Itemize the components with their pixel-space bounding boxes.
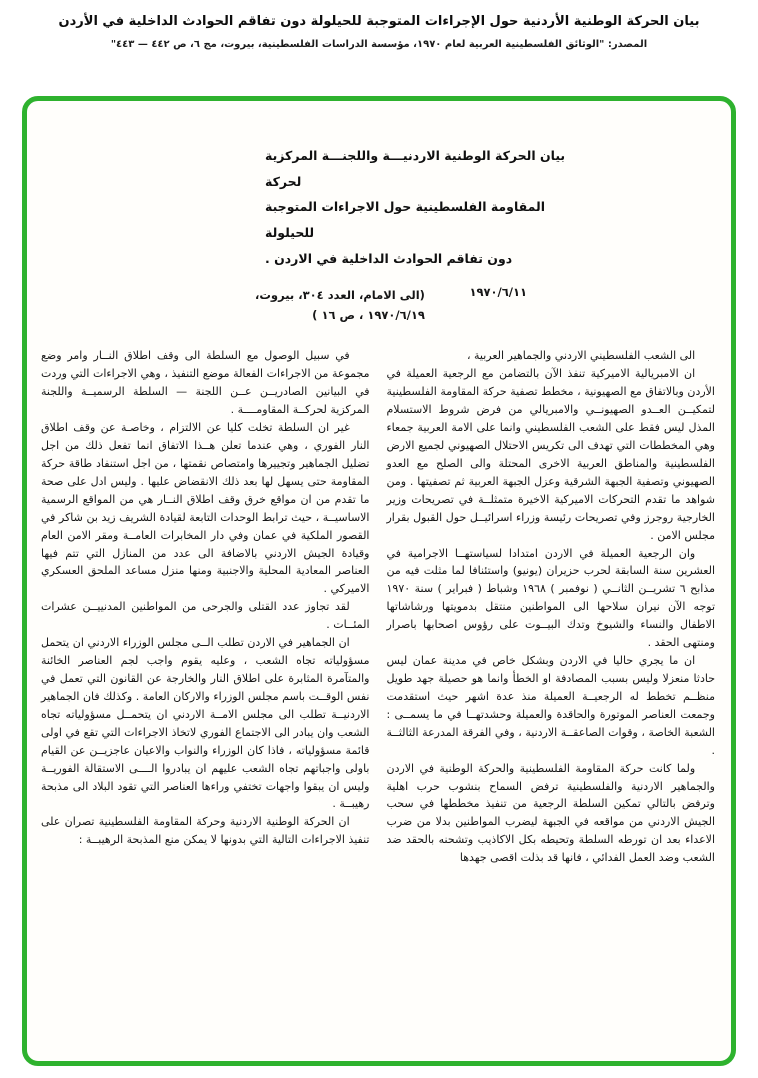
paragraph: ان الامبريالية الاميركية تنفذ الآن بالتضامن مع الرجعية العميلة في الأردن وبالاتفاق مع الصهيونية ، مخطط تصفية حركة المقاومة الفلسطينية لتمكيــن العــدو الصهيونــي والامبريالي من فرض شروط الاستسلام المذل ليس فقط على الشعب الفلسطيني وانما على الامة العربية جمعاء وهي المخططات التي تهدف الى تكريس الاحتلال الصهيوني لجميع الارض الفلسطينية والمناطق العربية الاخرى المحتلة والى الصلح مع العدو الصهيوني وتصفية الجبهة الشرقية وعزل الجبهة العربية ثم تصفيتها . ومن شواهد ما تقدم التحركات الاميركية الاخيرة متمثلــة في تصريحات وزير الخارجية روجرز وفي تصريحات رئيسة وزراء اسرائيــل حول القبول بقرار مجلس الامن .: [386, 367, 715, 542]
paragraph: ان الحركة الوطنية الاردنية وحركة المقاومة الفلسطينية تصران على تنفيذ الاجراءات التالية التي بدونها لا يمكن منع المذبحة الرهيبــة :: [41, 815, 370, 847]
document-title: [265, 143, 587, 271]
document-meta: [255, 285, 527, 325]
document-title-line-2: المقاومة الفلسطينية حول الاجراءات المتوجبة للحيلولة: [265, 199, 545, 240]
publication-line-2: ١٩٧٠/٦/١٩ ، ص ١٦ ): [312, 308, 425, 323]
paragraph: وان الرجعية العميلة في الاردن امتدادا لسياستهــا الاجرامية في العشرين سنة السابقة لحرب حزيران (يونيو) واستئنافا لما مثلت فيه من مذابح ٦ تشريــن الثانــي ( نوفمبر ) ١٩٦٨ وشباط ( فبراير ) سنة ١٩٧٠ توجه الآن نيران سلاحها الى المواطنين منتقل بدمويتها ورشاشاتها الاطفال والنساء والشيوخ وتدك البيــوت على رؤوس اصحابها باصرار ومنتهى الحقد .: [386, 546, 715, 650]
page-header: [0, 0, 758, 50]
paragraph: ولما كانت حركة المقاومة الفلسطينية والحركة الوطنية في الاردن والجماهير الاردنية والفلسطينية ترفض السماح بنشوب حرب اهلية وترفض بالتالي تمكين السلطة الرجعية من تنفيذ مخططها في سحب الجيش الاردني من مواقعه في الجبهة ليضرب المواطنين بدلا من ضرب الاعداء بعد ان تورطه السلطة وتحيطه بكل الاكاذيب وتشحنه بالحقد ضد الشعب وضد العمل الفدائي ، فانها قد بذلت اقصى جهدها: [386, 761, 715, 865]
paragraph: الى الشعب الفلسطيني الاردني والجماهير العربية ،: [466, 349, 696, 363]
column-right: [387, 347, 716, 867]
paragraph: غير ان السلطة تخلت كليا عن الالتزام ، وخاصـة عن وقف اطلاق النار الفوري ، وهي عندما تعلن هــذا الاتفاق انما تفعل ذلك من اجل تضليل الجماهير وتجييرها وامتصاص نقمتها ، من اجل استنفاد طاقة حركة المقاومة حتى يسهل لها بعد ذلك الانقضاض عليها . وليس ادل على صحة ما تقدم من ان مواقع خرق وقف اطلاق النــار هي من المواقع الرسمية الاساسيــة ، حيث ترابط الوحدات التابعة لقيادة الشريف زيد بن شاكر في القصور الملكية في عمان وفي دار المخابرات العامــة ومقر الامن العام وقيادة الجيش الاردني بالاضافة الى عدد من المنازل التي تتم فيها العناصر المعادية المحلية والاجنبية ومنها منزل مساعد الملحق العسكري الاميركي .: [41, 421, 370, 596]
document-title-line-1: بيان الحركة الوطنية الاردنيـــة واللجنـــة المركزية لحركة: [265, 148, 566, 189]
paragraph: لقد تجاوز عدد القتلى والجرحى من المواطنين المدنييــن عشرات المئــات .: [41, 600, 370, 632]
column-left: [41, 347, 370, 867]
paragraph: ان ما يجري حاليا في الاردن وبشكل خاص في مدينة عمان ليس حادثا منعزلا وليس بسبب المصادفة او الخطأ وانما هو حصيلة جهد طويل منظــم تخطط له الرجعيــة العميلة منذ عدة اشهر حيث استقدمت وجمعت العناصر الموتورة والحاقدة والعميلة وحشدتهــا في ما يسمــى : الشعبة الخاصة ، وقوات الصاعقــة الاردنية ، وفي الفرقة المدرعة الثالثــة .: [386, 654, 715, 757]
document-scan-frame: [22, 96, 736, 1066]
source-line: المصدر: "الوثائق الفلسطينية العربية لعام ١٩٧٠، مؤسسة الدراسات الفلسطينية، بيروت، مج ٦، ص ٤٤٢ — ٤٤٣": [110, 39, 648, 50]
document-date: ١٩٧٠/٦/١١: [469, 285, 527, 300]
paragraph: في سبيل الوصول مع السلطة الى وقف اطلاق النــار وامر وضع مجموعة من الاجراءات الفعالة موضع التنفيذ ، وهي الاجراءات التي وردت في البيانين الصادريــن عــن اللجنة — السلطة الرسميــة واللجنة المركزية لحركــة المقاومــــة .: [41, 349, 370, 417]
publication-reference: [255, 285, 425, 325]
document-columns: [41, 347, 715, 867]
page-title: بيان الحركة الوطنية الأردنية حول الإجراءات المتوجبة للحيلولة دون تفاقم الحوادث الداخلية في الأردن: [58, 14, 700, 29]
paragraph: ان الجماهير في الاردن تطلب الــى مجلس الوزراء الاردني ان يتحمل مسؤولياته تجاه الشعب ، وعليه يقوم واجب لجم العناصر الخائنة والمتآمرة المثابرة على اطلاق النار والخارجة عن القانون التي تعمل في نفس الوقــت باسم مجلس الوزراء والاركان العامة . وكذلك فان الجماهير الاردنيــة تطلب الى مجلس الامــة الاردني ان يتحمــل مسؤولياته تجاه الشعب وان يبادر الى الاجتماع الفوري لاتخاذ الاجراءات التي تقع في اولى قائمة مسؤولياته ، فاذا كان الوزراء والنواب والاعيان عاجزيــن عن القيام باولى واجباتهم تجاه الشعب عليهم ان يبادروا الــــى الاستقالة الفوريــة وليس ان يبقوا واجهات تختفي وراءها العناصر التي تقود البلاد الى مذبحة رهيبــة .: [41, 636, 370, 811]
publication-line-1: (الى الامام، العدد ٣٠٤، بيروت،: [255, 288, 425, 303]
document-title-line-3: دون تفاقم الحوادث الداخلية في الاردن .: [265, 250, 513, 266]
